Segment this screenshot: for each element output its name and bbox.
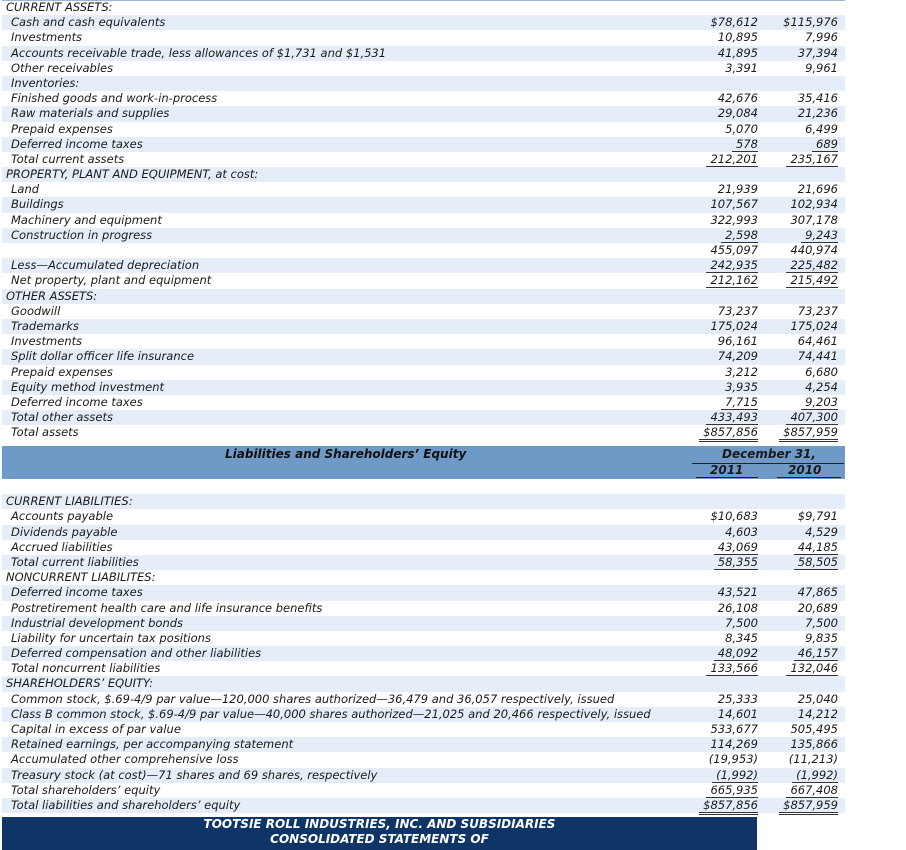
section-header-row [2,289,845,304]
row-label: Net property, plant and equipment [11,273,212,288]
value-text: 114,269 [710,737,758,752]
value-text: $78,612 [710,15,758,30]
value-text: 2,598 [721,228,758,243]
value-2010 [774,555,838,570]
value-2010 [774,692,838,707]
value-text: 7,715 [721,395,758,410]
liabilities-title: Liabilities and Shareholders’ Equity [225,447,467,461]
row-label: Liability for uncertain tax positions [11,630,211,645]
value-2011 [694,601,758,616]
row-label: Total current liabilities [11,554,139,569]
table-row [2,509,845,524]
value-2011 [694,555,758,570]
value-text: 9,835 [805,630,838,645]
row-label: Land [11,182,40,197]
value-2010 [774,137,838,152]
value-text: 242,935 [706,258,758,273]
value-2011 [694,243,758,258]
row-label: Accounts payable [11,509,114,524]
value-2010 [774,410,838,425]
table-row [2,122,845,137]
table-row [2,273,845,288]
value-text: 7,500 [805,615,838,630]
value-text: 505,495 [790,722,838,736]
value-2010 [774,61,838,76]
section-label: CURRENT ASSETS: [6,0,113,14]
value-text: 133,566 [706,661,758,676]
row-label: Goodwill [11,303,61,318]
value-2010 [774,319,838,334]
table-row [2,707,845,722]
assets-table [2,0,845,440]
value-2011 [694,616,758,631]
table-row [2,213,845,228]
value-text: 4,529 [805,524,838,539]
value-text: 4,603 [725,524,758,539]
row-label: Total liabilities and shareholders’ equity [11,797,241,812]
value-2010 [774,783,838,798]
value-text: 10,895 [717,30,758,45]
value-text: 25,333 [717,691,758,706]
value-2011 [694,722,758,737]
value-text: 8,345 [725,630,758,645]
value-2011 [694,585,758,600]
table-row [2,182,845,197]
value-2011 [694,152,758,167]
value-text: 44,185 [794,540,838,555]
value-2010 [774,197,838,212]
value-2011 [694,61,758,76]
value-2010 [774,395,838,410]
value-text: $857,959 [779,798,838,815]
row-label: Investments [11,334,83,349]
table-row [2,585,845,600]
value-text: 35,416 [797,91,838,106]
value-text: 6,680 [805,364,838,379]
value-text: 440,974 [790,243,838,257]
value-text: 235,167 [786,152,838,167]
value-2010 [774,525,838,540]
value-2011 [694,213,758,228]
value-2010 [774,722,838,737]
section-header-row [2,494,845,509]
year-2010-rule [777,477,841,478]
value-2010 [774,798,838,813]
table-row [2,631,845,646]
value-text: 21,236 [797,106,838,121]
value-text: 225,482 [786,258,838,273]
value-2011 [694,540,758,555]
value-2011 [694,380,758,395]
value-2010 [774,585,838,600]
table-row [2,555,845,570]
value-2011 [694,783,758,798]
value-2011 [694,646,758,661]
row-label: Deferred compensation and other liabilities [11,646,262,661]
value-2011 [694,661,758,676]
value-2010 [774,768,838,783]
value-text: 3,935 [725,379,758,394]
section-label: CURRENT LIABILITIES: [6,494,133,509]
table-row [2,243,845,258]
value-2010 [774,334,838,349]
value-2010 [774,509,838,524]
value-text: 42,676 [717,91,758,106]
section-header-row [2,570,845,585]
row-label: Investments [11,30,83,45]
table-row [2,349,845,364]
value-text: 48,092 [714,646,758,661]
value-text: 175,024 [790,318,838,333]
row-label: Machinery and equipment [11,212,162,227]
table-row [2,798,845,813]
value-text: 322,993 [710,212,758,227]
value-2010 [774,661,838,676]
section-label: PROPERTY, PLANT AND EQUIPMENT, at cost: [6,167,259,182]
value-2011 [694,349,758,364]
table-row [2,737,845,752]
row-label: Less—Accumulated depreciation [11,258,200,273]
value-2010 [774,752,838,767]
value-2011 [694,410,758,425]
table-row [2,616,845,631]
value-text: 21,696 [797,182,838,197]
value-2010 [774,122,838,137]
value-text: 64,461 [797,334,838,349]
value-text: 135,866 [790,737,838,752]
value-2011 [694,273,758,288]
value-2010 [774,304,838,319]
value-2010 [774,213,838,228]
value-text: 21,939 [717,182,758,197]
row-label: Deferred income taxes [11,585,143,600]
value-text: 407,300 [786,410,838,425]
value-2010 [774,737,838,752]
table-row [2,661,845,676]
row-label: Accumulated other comprehensive loss [11,752,239,767]
value-text: 58,355 [714,555,758,570]
value-2011 [694,197,758,212]
table-row [2,692,845,707]
row-label: Deferred income taxes [11,394,143,409]
value-2010 [774,380,838,395]
value-text: 37,394 [797,45,838,60]
value-text: 307,178 [790,212,838,227]
row-label: Other receivables [11,60,114,75]
row-label: Raw materials and supplies [11,106,170,121]
year-2010-header: 2010 [788,463,822,477]
value-2010 [774,243,838,258]
table-row [2,197,845,212]
value-text: 665,935 [706,783,758,798]
value-text: 73,237 [717,303,758,318]
value-text: 9,961 [805,60,838,75]
value-text: 102,934 [790,197,838,212]
value-2010 [774,616,838,631]
row-label: Finished goods and work-in-process [11,91,218,106]
table-row [2,525,845,540]
row-label: Buildings [11,197,64,212]
table-row [2,601,845,616]
value-text: 20,689 [797,600,838,615]
value-text: 14,212 [797,706,838,721]
section-label: SHAREHOLDERS’ EQUITY: [6,676,153,691]
value-2011 [694,46,758,61]
value-2010 [774,540,838,555]
value-text: 215,492 [786,273,838,288]
value-2010 [774,425,838,440]
value-2011 [694,395,758,410]
value-2010 [774,182,838,197]
value-2011 [694,15,758,30]
row-label: Prepaid expenses [11,364,113,379]
value-text: $115,976 [783,15,838,30]
value-2010 [774,30,838,45]
value-2011 [694,425,758,440]
value-text: 455,097 [710,243,758,257]
section-header-row [2,0,845,15]
value-2011 [694,228,758,243]
row-label: Total current assets [11,151,125,166]
row-label: Split dollar officer life insurance [11,349,195,364]
value-2011 [694,509,758,524]
company-name: TOOTSIE ROLL INDUSTRIES, INC. AND SUBSIDIARIES [203,817,556,831]
value-text: 25,040 [797,691,838,706]
statement-title: CONSOLIDATED STATEMENTS OF [270,832,489,846]
value-text: $857,959 [779,425,838,442]
section-label: NONCURRENT LIABILITES: [6,570,156,585]
row-label: Industrial development bonds [11,615,184,630]
value-text: 7,996 [805,30,838,45]
value-text: 47,865 [797,585,838,600]
table-row [2,91,845,106]
value-2011 [694,334,758,349]
row-label: Cash and cash equivalents [11,15,166,30]
value-text: 212,162 [706,273,758,288]
value-text: 29,084 [717,106,758,121]
liabilities-table [2,479,845,813]
value-2010 [774,46,838,61]
table-row [2,61,845,76]
value-2010 [774,707,838,722]
table-row [2,646,845,661]
value-text: 43,521 [717,585,758,600]
row-label: Accounts receivable trade, less allowances of $1,731 and $1,531 [11,45,387,60]
value-2011 [694,798,758,813]
table-row [2,258,845,273]
value-text: (1,992) [792,768,838,783]
value-2010 [774,152,838,167]
row-label: Postretirement health care and life insurance benefits [11,600,323,615]
value-2011 [694,91,758,106]
value-2011 [694,319,758,334]
value-2011 [694,182,758,197]
value-text: 73,237 [797,303,838,318]
row-label: Capital in excess of par value [11,722,181,736]
row-label: Total other assets [11,410,113,425]
value-2010 [774,91,838,106]
value-2011 [694,137,758,152]
value-text: $9,791 [797,509,838,524]
section-label: OTHER ASSETS: [6,288,98,303]
value-2011 [694,304,758,319]
table-row [2,783,845,798]
value-text: 7,500 [725,615,758,630]
row-label: Prepaid expenses [11,121,113,136]
table-row [2,540,845,555]
table-row [2,106,845,121]
row-label: Equity method investment [11,379,165,394]
value-text: 26,108 [717,600,758,615]
table-row [2,319,845,334]
value-text: 74,441 [797,349,838,364]
table-row [2,228,845,243]
value-2011 [694,106,758,121]
value-2010 [774,273,838,288]
value-text: (11,213) [788,752,838,767]
value-2010 [774,349,838,364]
table-row [2,365,845,380]
value-text: 5,070 [725,121,758,136]
table-row [2,395,845,410]
value-text: 578 [732,137,758,152]
company-banner [2,817,757,850]
row-label: Trademarks [11,318,79,333]
value-text: 667,408 [786,783,838,798]
value-text: 46,157 [794,646,838,661]
row-label: Total assets [11,425,79,440]
table-row [2,380,845,395]
value-text: 3,212 [725,364,758,379]
year-2011-header: 2011 [710,463,744,477]
value-2010 [774,106,838,121]
row-label: Deferred income taxes [11,136,143,151]
value-2011 [694,365,758,380]
value-2010 [774,365,838,380]
row-label: Construction in progress [11,227,153,242]
value-text: (19,953) [708,752,758,767]
row-label: Accrued liabilities [11,539,113,554]
value-text: 41,895 [717,45,758,60]
value-2011 [694,737,758,752]
value-2011 [694,752,758,767]
value-text: 43,069 [714,540,758,555]
value-text: 74,209 [717,349,758,364]
value-text: 689 [812,137,838,152]
value-text: (1,992) [712,768,758,783]
value-text: 58,505 [794,555,838,570]
row-label: Total shareholders’ equity [11,782,161,797]
value-2011 [694,30,758,45]
value-text: $10,683 [710,509,758,524]
value-text: 6,499 [805,121,838,136]
value-text: 533,677 [710,722,758,736]
table-row [2,76,845,91]
row-label: Inventories: [11,75,80,90]
value-text: $857,856 [699,798,758,815]
row-label: Dividends payable [11,524,118,539]
value-text: 132,046 [786,661,838,676]
period-label: December 31, [722,447,816,461]
value-text: 14,601 [717,706,758,721]
value-text: 3,391 [725,60,758,75]
value-2011 [694,631,758,646]
value-text: 107,567 [710,197,758,212]
value-text: 4,254 [805,379,838,394]
table-row [2,479,845,494]
value-text: 96,161 [717,334,758,349]
value-2011 [694,122,758,137]
value-2010 [774,258,838,273]
value-2011 [694,525,758,540]
row-label: Common stock, $.69-4/9 par value—120,000 shares authorized—36,479 and 36,057 respectively, issued [11,691,615,706]
table-row [2,137,845,152]
section-header-row [2,167,845,182]
row-label: Treasury stock (at cost)—71 shares and 69 shares, respectively [11,767,378,782]
value-2010 [774,601,838,616]
table-row [2,30,845,45]
value-2010 [774,228,838,243]
table-row [2,425,845,440]
value-2010 [774,15,838,30]
liabilities-header-band [2,446,845,479]
value-text: 175,024 [710,318,758,333]
table-row [2,752,845,767]
value-2011 [694,707,758,722]
table-row [2,334,845,349]
table-row [2,722,845,737]
table-row [2,15,845,30]
value-2011 [694,768,758,783]
row-label: Total noncurrent liabilities [11,661,161,676]
section-header-row [2,676,845,691]
value-text: 433,493 [706,410,758,425]
year-2011-rule [696,477,758,478]
table-row [2,304,845,319]
table-row [2,410,845,425]
value-2010 [774,646,838,661]
value-2010 [774,631,838,646]
row-label: Retained earnings, per accompanying statement [11,737,294,752]
value-text: 212,201 [706,152,758,167]
row-label: Class B common stock, $.69-4/9 par value—40,000 shares authorized—21,025 and 20,466 respectively, issued [11,706,651,721]
table-row [2,46,845,61]
table-row [2,768,845,783]
value-2011 [694,258,758,273]
value-2011 [694,692,758,707]
value-text: 9,243 [801,228,838,243]
value-text: $857,856 [699,425,758,442]
table-row [2,152,845,167]
value-text: 9,203 [801,395,838,410]
